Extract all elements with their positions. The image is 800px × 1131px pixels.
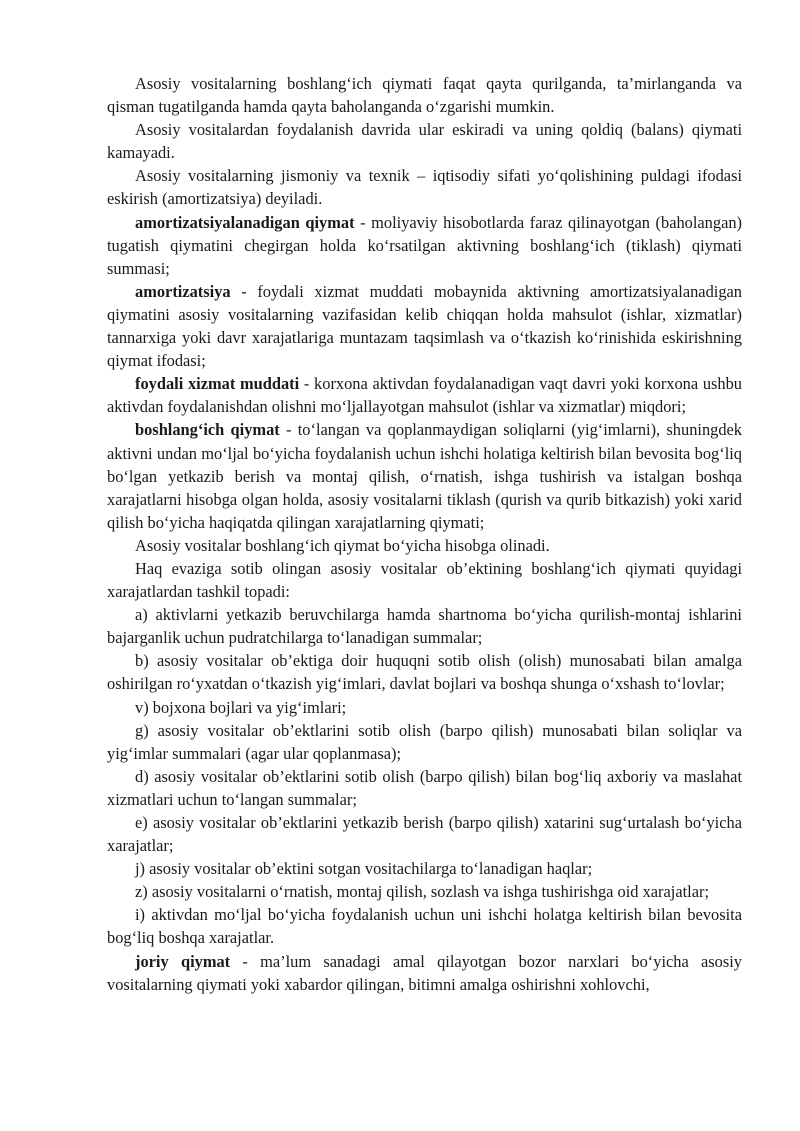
paragraph — [107, 557, 742, 603]
definition-paragraph — [107, 280, 742, 372]
term: joriy qiymat — [135, 951, 231, 971]
list-item-text: g) asosiy vositalar ob’ektlarini sotib olish (barpo qilish) munosabati bilan soliqlar va yig‘imlar summalari (agar ular qoplanmasa); — [107, 720, 742, 763]
list-item — [107, 719, 742, 765]
document-page — [107, 72, 742, 996]
paragraph-text: Asosiy vositalar boshlang‘ich qiymat bo‘yicha hisobga olinadi. — [135, 535, 550, 555]
term: boshlang‘ich qiymat — [135, 420, 280, 440]
paragraph-text: Asosiy vositalardan foydalanish davrida ular eskiradi va uning qoldiq (balans) qiymati kamayadi. — [107, 120, 742, 163]
definition-text: - moliyaviy hisobotlarda faraz qilinayotgan (baholangan) tugatish qiymatini chegirgan holda ko‘rsatilgan aktivning boshlang‘ich (tiklash) qiymati summasi; — [107, 212, 743, 278]
term: amortizatsiyalanadigan qiymat — [135, 212, 355, 232]
paragraph — [107, 164, 742, 210]
list-item — [107, 880, 742, 903]
list-item — [107, 696, 742, 719]
paragraph-text: Asosiy vositalarning boshlang‘ich qiymati faqat qayta qurilganda, ta’mirlanganda va qisman tugatilganda hamda qayta baholanganda o‘zgarishi mumkin. — [107, 74, 742, 117]
paragraph-text: Haq evaziga sotib olingan asosiy vositalar ob’ektining boshlang‘ich qiymati quyidagi xarajatlardan tashkil topadi: — [107, 558, 742, 602]
paragraph — [107, 534, 742, 557]
definition-text: - to‘langan va qoplanmaydigan soliqlarni (yig‘imlarni), shuningdek aktivni undan mo‘ljal bo‘yicha foydalanish uchun ishchi holatiga keltirish bilan bevosita bog‘liq bo‘lgan yetkazib berish va montaj qilish, o‘rnatish, ishga tushirish va istalgan boshqa xarajatlarni hisobga olgan holda, asosiy vositalarni tiklash (qurish va qurib bitkazish) yoki xarid qilish bo‘yicha haqiqatda qilingan xarajatlarning qiymati; — [107, 420, 743, 532]
definition-paragraph — [107, 372, 742, 418]
list-item-text: d) asosiy vositalar ob’ektlarini sotib olish (barpo qilish) bilan bog‘liq axboriy va maslahat xizmatlari uchun to‘langan summalar; — [107, 766, 742, 809]
list-item — [107, 649, 742, 695]
definition-text: - foydali xizmat muddati mobaynida aktivning amortizatsiyalanadigan qiymatini asosiy vositalarning vazifasidan kelib chiqqan holda mahsulot (ishlar, xizmatlar) tannarxiga yoki davr xarajatlariga muntazam taqsimlash va o‘tkazish ko‘rinishida eskirishning qiymat ifodasi; — [107, 281, 742, 371]
definition-text: - ma’lum sanadagi amal qilayotgan bozor narxlari bo‘yicha asosiy vositalarning qiymati yoki xabardor qilingan, bitimni amalga oshirishni xohlovchi, — [107, 951, 742, 994]
list-item-text: a) aktivlarni yetkazib beruvchilarga hamda shartnoma bo‘yicha qurilish-montaj ishlarini bajarganlik uchun pudratchilarga to‘lanadigan summalar; — [107, 605, 742, 648]
list-item-text: j) asosiy vositalar ob’ektini sotgan vositachilarga to‘lanadigan haqlar; — [135, 859, 593, 879]
paragraph — [107, 118, 742, 164]
list-item — [107, 857, 742, 880]
paragraph — [107, 72, 742, 118]
list-item — [107, 903, 742, 949]
definition-text: - korxona aktivdan foydalanadigan vaqt davri yoki korxona ushbu aktivdan foydalanishdan olishni mo‘ljallayotgan mahsulot (ishlar va xizmatlar) miqdori; — [107, 374, 742, 417]
list-item — [107, 765, 742, 811]
definition-paragraph — [107, 950, 742, 996]
list-item-text: b) asosiy vositalar ob’ektiga doir huquqni sotib olish (olish) munosabati bilan amalga oshirilgan ro‘yxatdan o‘tkazish yig‘imlari, davlat bojlari va boshqa shunga o‘xshash to‘lovlar; — [107, 651, 742, 694]
list-item-text: i) aktivdan mo‘ljal bo‘yicha foydalanish uchun uni ishchi holatga keltirish bilan bevosita bog‘liq boshqa xarajatlar. — [107, 905, 742, 948]
list-item — [107, 603, 742, 649]
definition-paragraph — [107, 211, 742, 280]
paragraph-text: Asosiy vositalarning jismoniy va texnik – iqtisodiy sifati yo‘qolishining puldagi ifodasi eskirish (amortizatsiya) deyiladi. — [107, 166, 742, 209]
term: foydali xizmat muddati — [135, 374, 300, 394]
term: amortizatsiya — [135, 281, 231, 301]
list-item-text: e) asosiy vositalar ob’ektlarini yetkazib berish (barpo qilish) xatarini sug‘urtalash bo‘yicha xarajatlar; — [107, 813, 742, 856]
definition-paragraph — [107, 418, 742, 533]
list-item — [107, 811, 742, 857]
list-item-text: z) asosiy vositalarni o‘rnatish, montaj qilish, sozlash va ishga tushirishga oid xarajatlar; — [135, 882, 710, 902]
list-item-text: v) bojxona bojlari va yig‘imlari; — [135, 697, 347, 717]
